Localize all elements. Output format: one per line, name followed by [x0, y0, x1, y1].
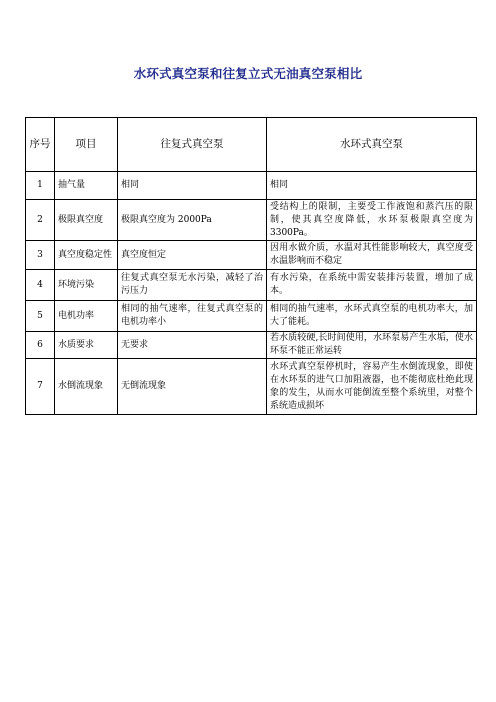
water-ring-cell: 若水质较硬,长时间使用，水环泵易产生水垢，使水环泵不能正常运转 — [267, 332, 477, 359]
row-item: 水倒流现象 — [55, 359, 118, 415]
page-title: 水环式真空泵和往复立式无油真空泵相比 — [133, 66, 363, 81]
water-ring-cell: 相同的抽气速率，水环式真空泵的电机功率大，加大了能耗。 — [267, 301, 477, 332]
table-row — [26, 172, 477, 200]
table-row — [26, 200, 477, 241]
row-number: 2 — [26, 200, 55, 241]
water-ring-cell: 相同 — [267, 172, 477, 200]
reciprocating-cell: 相同 — [118, 172, 267, 200]
row-item: 真空度稳定性 — [55, 241, 118, 270]
water-ring-cell: 受结构上的限制，主要受工作液饱和蒸汽压的限制，使其真空度降低，水环泵极限真空度为 3300Pa。 — [267, 200, 477, 241]
row-item: 电机功率 — [55, 301, 118, 332]
row-number: 5 — [26, 301, 55, 332]
table-row — [26, 359, 477, 415]
header-item: 项目 — [55, 118, 118, 172]
row-number: 1 — [26, 172, 55, 200]
row-item: 抽气量 — [55, 172, 118, 200]
row-number: 6 — [26, 332, 55, 359]
water-ring-cell: 水环式真空泵停机时，容易产生水倒流现象，即使在水环泵的进气口加阻液器，也不能彻底杜绝此现象的发生，从而水可能倒流至整个系统里，对整个系统造成损坏 — [267, 359, 477, 415]
reciprocating-cell: 无倒流现象 — [118, 359, 267, 415]
header-reciprocating-pump: 往复式真空泵 — [118, 118, 267, 172]
reciprocating-cell: 无要求 — [118, 332, 267, 359]
reciprocating-cell: 相同的抽气速率，往复式真空泵的电机功率小 — [118, 301, 267, 332]
table-header-row — [26, 118, 477, 172]
table-row — [26, 241, 477, 270]
water-ring-cell: 因用水做介质，水温对其性能影响较大，真空度受水温影响而不稳定 — [267, 241, 477, 270]
row-number: 4 — [26, 270, 55, 301]
row-item: 水质要求 — [55, 332, 118, 359]
reciprocating-cell: 往复式真空泵无水污染，减轻了治污压力 — [118, 270, 267, 301]
header-water-ring-pump: 水环式真空泵 — [267, 118, 477, 172]
comparison-table — [25, 117, 477, 415]
row-item: 环境污染 — [55, 270, 118, 301]
table-row — [26, 332, 477, 359]
row-number: 3 — [26, 241, 55, 270]
table-row — [26, 301, 477, 332]
row-number: 7 — [26, 359, 55, 415]
header-number: 序号 — [26, 118, 55, 172]
reciprocating-cell: 极限真空度为 2000Pa — [118, 200, 267, 241]
table-row — [26, 270, 477, 301]
reciprocating-cell: 真空度恒定 — [118, 241, 267, 270]
water-ring-cell: 有水污染，在系统中需安装排污装置，增加了成本。 — [267, 270, 477, 301]
row-item: 极限真空度 — [55, 200, 118, 241]
